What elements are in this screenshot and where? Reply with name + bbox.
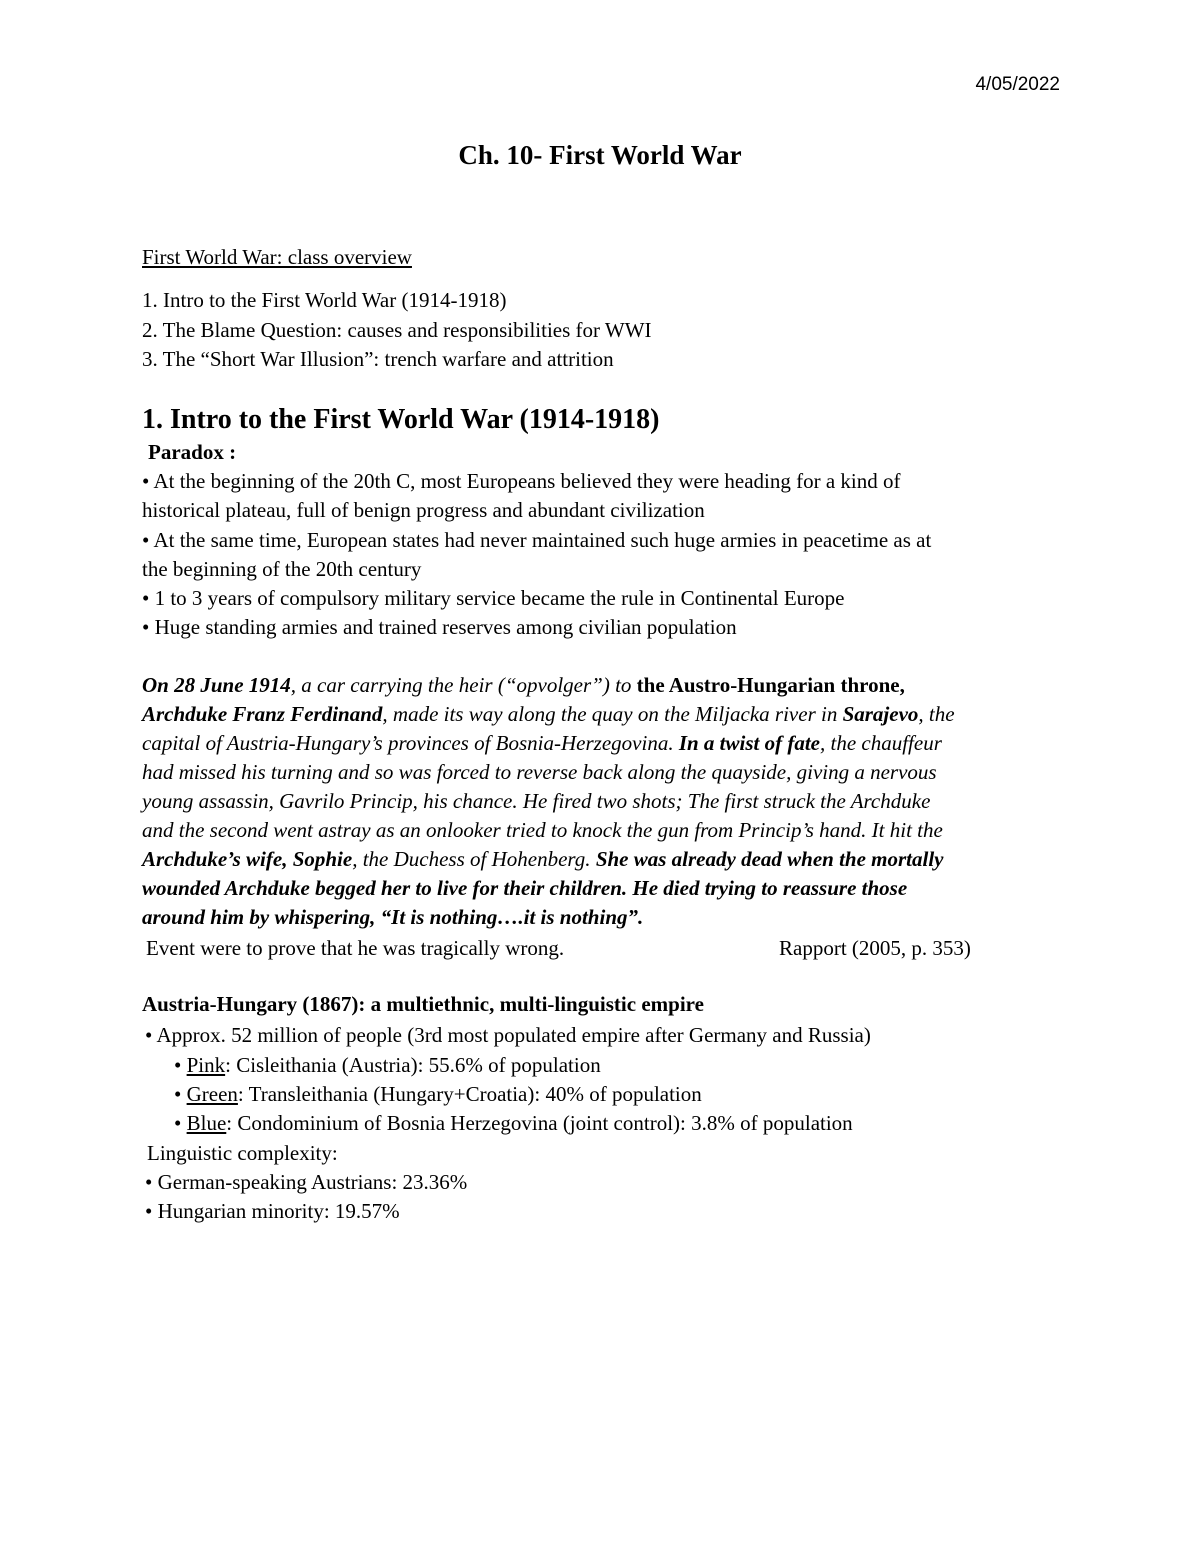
quote-line xyxy=(142,673,905,698)
region-color-label: Pink xyxy=(186,1053,226,1077)
quote-emphasis: In a twist of fate xyxy=(678,731,820,755)
quote-emphasis: Archduke Franz Ferdinand xyxy=(142,702,383,726)
quote-emphasis: the Austro-Hungarian throne, xyxy=(636,673,905,697)
austria-population: • Approx. 52 million of people (3rd most populated empire after Germany and Russia) xyxy=(145,1023,871,1047)
overview-item: 1. Intro to the First World War (1914-1918) xyxy=(142,288,507,312)
paradox-line: historical plateau, full of benign progress and abundant civilization xyxy=(142,498,705,522)
region-item xyxy=(174,1111,853,1136)
paradox-line: • At the same time, European states had never maintained such huge armies in peacetime as at xyxy=(142,528,932,552)
quote-line: wounded Archduke begged her to live for their children. He died trying to reassure those xyxy=(142,876,908,900)
paradox-line: • 1 to 3 years of compulsory military service became the rule in Continental Europe xyxy=(142,586,845,610)
quote-line: around him by whispering, “It is nothing….it is nothing”. xyxy=(142,905,644,929)
quote-line: young assassin, Gavrilo Princip, his chance. He fired two shots; The first struck the Archduke xyxy=(142,789,931,813)
quote-conclusion: Event were to prove that he was tragically wrong. xyxy=(146,936,565,960)
linguistic-item: • German-speaking Austrians: 23.36% xyxy=(145,1170,468,1194)
quote-emphasis: On 28 June 1914 xyxy=(142,673,291,697)
quote-emphasis: Archduke’s wife, Sophie xyxy=(142,847,353,871)
quote-emphasis: She was already dead when the mortally xyxy=(595,847,944,871)
quote-text: , a car carrying the heir (“opvolger”) to xyxy=(290,673,637,697)
region-color-label: Green xyxy=(186,1082,238,1106)
quote-line xyxy=(142,702,955,727)
document-date: 4/05/2022 xyxy=(975,74,1060,95)
region-item xyxy=(174,1082,702,1107)
paradox-line: the beginning of the 20th century xyxy=(142,557,422,581)
region-color-label: Blue xyxy=(186,1111,227,1135)
quote-line xyxy=(142,847,944,872)
paradox-line: • At the beginning of the 20th C, most Europeans believed they were heading for a kind of xyxy=(142,469,901,493)
quote-line: had missed his turning and so was forced to reverse back along the quayside, giving a nervous xyxy=(142,760,937,784)
quote-citation: Rapport (2005, p. 353) xyxy=(779,936,971,960)
bullet: • xyxy=(174,1053,187,1077)
linguistic-item: • Hungarian minority: 19.57% xyxy=(145,1199,400,1223)
document-title: Ch. 10- First World War xyxy=(458,140,742,170)
linguistic-label: Linguistic complexity: xyxy=(147,1141,338,1165)
overview-item: 3. The “Short War Illusion”: trench warfare and attrition xyxy=(142,347,614,371)
quote-text: , the Duchess of Hohenberg. xyxy=(352,847,596,871)
overview-item: 2. The Blame Question: causes and responsibilities for WWI xyxy=(142,318,652,342)
region-item xyxy=(174,1053,601,1078)
region-text: : Transleithania (Hungary+Croatia): 40% of population xyxy=(237,1082,702,1106)
region-text: : Cisleithania (Austria): 55.6% of population xyxy=(225,1053,601,1077)
quote-text: capital of Austria-Hungary’s provinces of Bosnia-Herzegovina. xyxy=(142,731,679,755)
quote-text: , the chauffeur xyxy=(820,731,942,755)
quote-text: , the xyxy=(918,702,955,726)
quote-text: , made its way along the quay on the Miljacka river in xyxy=(382,702,843,726)
quote-line xyxy=(142,731,942,756)
quote-line: and the second went astray as an onlooker tried to knock the gun from Princip’s hand. It hit the xyxy=(142,818,943,842)
bullet: • xyxy=(174,1111,187,1135)
region-text: : Condominium of Bosnia Herzegovina (joint control): 3.8% of population xyxy=(226,1111,853,1135)
paradox-label: Paradox : xyxy=(148,440,237,464)
bullet: • xyxy=(174,1082,187,1106)
austria-heading: Austria-Hungary (1867): a multiethnic, multi-linguistic empire xyxy=(142,992,704,1016)
paradox-line: • Huge standing armies and trained reserves among civilian population xyxy=(142,615,737,639)
quote-emphasis: Sarajevo xyxy=(842,702,919,726)
section-heading: 1. Intro to the First World War (1914-1918) xyxy=(142,404,660,435)
overview-heading: First World War: class overview xyxy=(142,245,412,269)
